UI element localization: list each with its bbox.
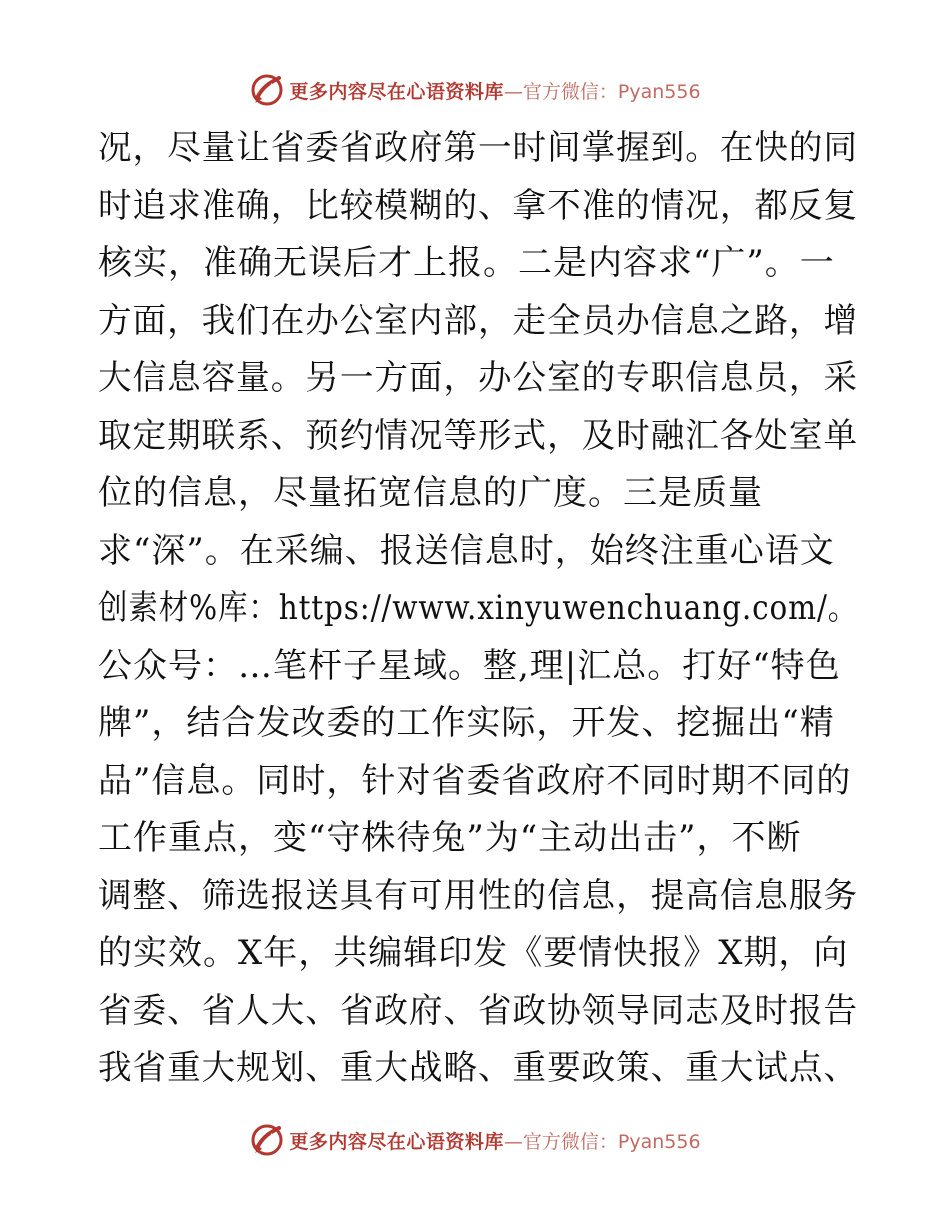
header-contact-text: —官方微信：Pyan556: [503, 80, 701, 103]
header-brand-text: 更多内容尽在心语资料库: [289, 80, 504, 103]
body-line: 位的信息，尽量拓宽信息的广度。三是质量: [98, 473, 763, 513]
body-line: 牌”，结合发改委的工作实际，开发、挖掘出“精: [98, 703, 835, 743]
footer-brand-text: 更多内容尽在心语资料库: [289, 1130, 504, 1153]
body-line: 方面，我们在办公室内部，走全员办信息之路，增: [98, 300, 858, 341]
body-line: 求“深”。在采编、报送信息时，始终注重心语文: [98, 530, 835, 571]
footer-banner: [0, 1120, 950, 1160]
header-banner: [0, 70, 950, 110]
body-line: 大信息容量。另一方面，办公室的专职信息员，采: [98, 358, 858, 398]
body-line: 品”信息。同时，针对省委省政府不同时期不同的: [98, 760, 852, 801]
body-line: 的实效。X年，共编辑印发《要情快报》X期，向: [98, 933, 849, 973]
body-line: 公众号：…笔杆子星域。整,理|汇总。打好“特色: [98, 645, 841, 686]
body-line: 我省重大规划、重大战略、重要政策、重大试点、: [98, 1048, 858, 1088]
body-line-url: 创素材%库：https://www.xinyuwenchuang.com/。: [98, 588, 859, 628]
body-line: 时追求准确，比较模糊的、拿不准的情况，都反复: [98, 185, 858, 226]
pen-logo-icon: [249, 72, 285, 108]
body-line: 工作重点，变“守株待兔”为“主动出击”，不断: [98, 818, 802, 858]
pen-logo-icon: [249, 1122, 285, 1158]
body-line: 况，尽量让省委省政府第一时间掌握到。在快的同: [98, 128, 858, 168]
body-line: 调整、筛选报送具有可用性的信息，提高信息服务: [98, 875, 858, 916]
footer-contact-text: —官方微信：Pyan556: [503, 1130, 701, 1153]
body-line: 省委、省人大、省政府、省政协领导同志及时报告: [98, 990, 858, 1031]
document-body: [98, 120, 858, 1098]
body-line: 取定期联系、预约情况等形式，及时融汇各处室单: [98, 415, 858, 456]
body-line: 核实，准确无误后才上报。二是内容求“广”。一: [98, 243, 835, 283]
